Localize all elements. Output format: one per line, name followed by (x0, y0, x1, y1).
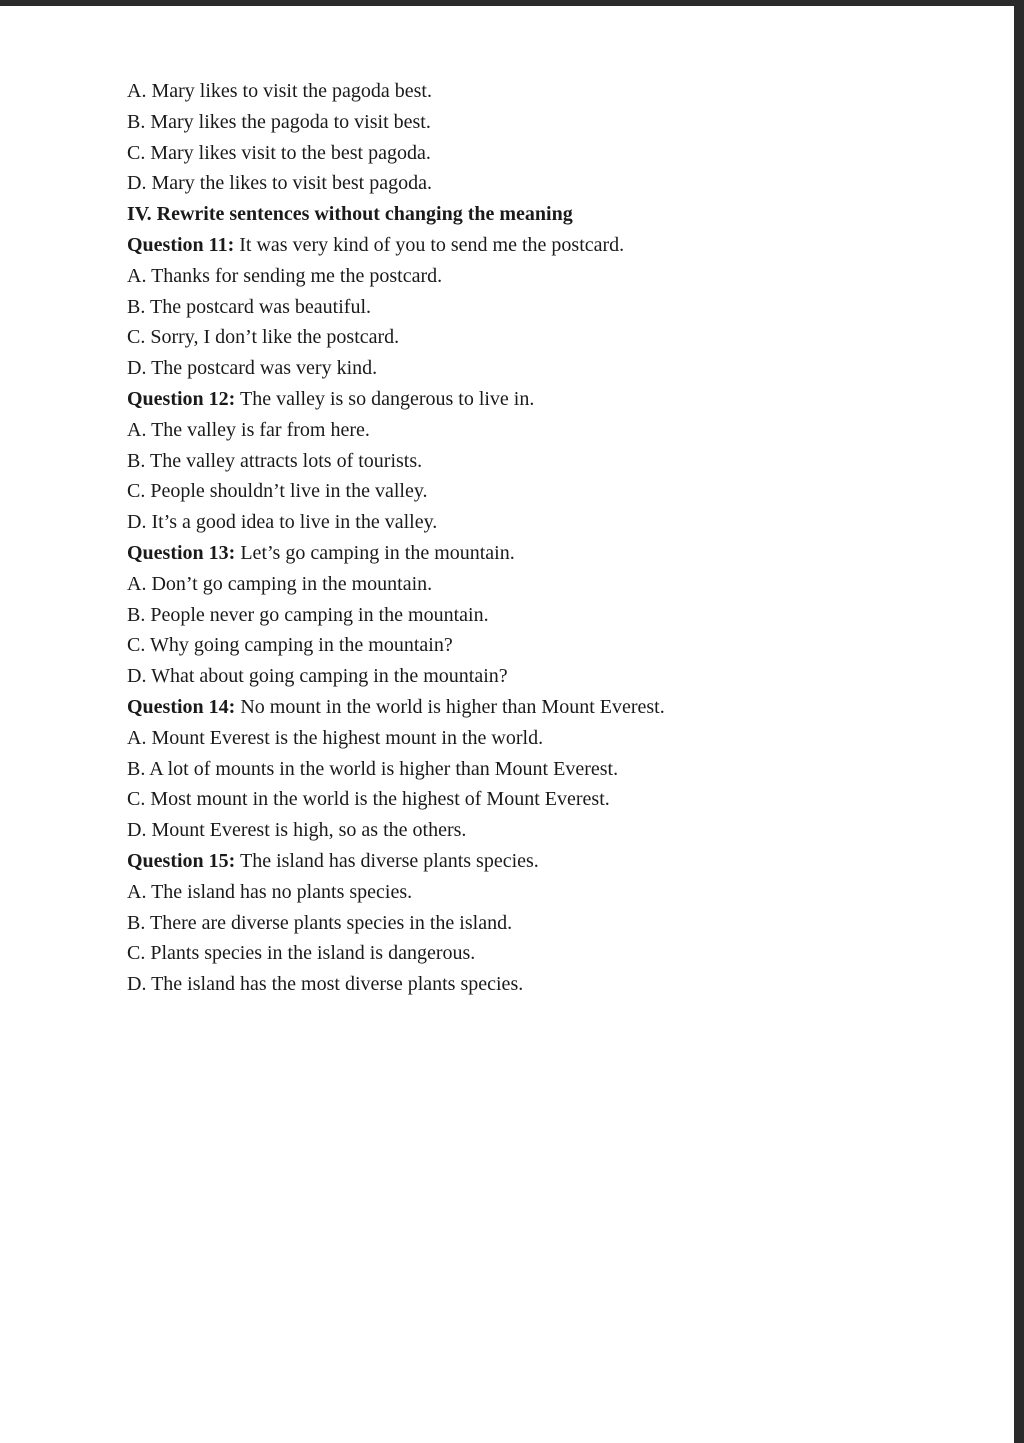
option-line: A. Mary likes to visit the pagoda best. (127, 80, 432, 102)
question-text: Let’s go camping in the mountain. (235, 541, 515, 564)
option-line: B. A lot of mounts in the world is higher than Mount Everest. (127, 757, 619, 780)
option-line: C. Plants species in the island is dangerous. (127, 942, 476, 965)
option-line: B. There are diverse plants species in the island. (127, 911, 513, 934)
option-line: A. The island has no plants species. (127, 880, 413, 903)
question-line (127, 384, 987, 415)
option-line: D. The island has the most diverse plants species. (127, 973, 524, 996)
question-text: The island has diverse plants species. (235, 849, 539, 872)
question-label: Question 14: (127, 695, 236, 718)
question-label: Question 12: (127, 387, 236, 410)
question-line (127, 230, 987, 261)
option-line: C. Sorry, I don’t like the postcard. (127, 326, 400, 349)
option-line: C. Most mount in the world is the highest of Mount Everest. (127, 788, 610, 811)
option-line: D. It’s a good idea to live in the valley. (127, 511, 438, 534)
question-text: The valley is so dangerous to live in. (235, 387, 535, 410)
option-line: B. The postcard was beautiful. (127, 295, 372, 318)
option-line: B. People never go camping in the mountain. (127, 603, 489, 626)
option-line: D. What about going camping in the mountain? (127, 665, 508, 688)
question-line (127, 846, 987, 877)
question-label: Question 13: (127, 541, 236, 564)
option-line: A. Don’t go camping in the mountain. (127, 572, 433, 595)
question-text: No mount in the world is higher than Mount Everest. (235, 695, 665, 718)
question-text: It was very kind of you to send me the postcard. (234, 233, 625, 256)
option-line: B. The valley attracts lots of tourists. (127, 449, 423, 472)
question-label: Question 11: (127, 233, 235, 256)
option-line: C. People shouldn’t live in the valley. (127, 480, 428, 503)
question-line (127, 692, 987, 723)
option-line: D. The postcard was very kind. (127, 357, 378, 380)
question-line (127, 538, 987, 569)
page-content (127, 76, 987, 1000)
document-page (0, 6, 1014, 1443)
option-line: A. Thanks for sending me the postcard. (127, 264, 443, 287)
option-line: B. Mary likes the pagoda to visit best. (127, 110, 431, 133)
option-line: C. Why going camping in the mountain? (127, 634, 453, 657)
option-line: A. Mount Everest is the highest mount in the world. (127, 726, 544, 749)
option-line: A. The valley is far from here. (127, 418, 370, 441)
question-label: Question 15: (127, 849, 236, 872)
option-line: C. Mary likes visit to the best pagoda. (127, 141, 431, 164)
option-line: D. Mary the likes to visit best pagoda. (127, 172, 432, 195)
option-line: D. Mount Everest is high, so as the others. (127, 819, 467, 842)
section-heading: IV. Rewrite sentences without changing the meaning (127, 203, 573, 226)
